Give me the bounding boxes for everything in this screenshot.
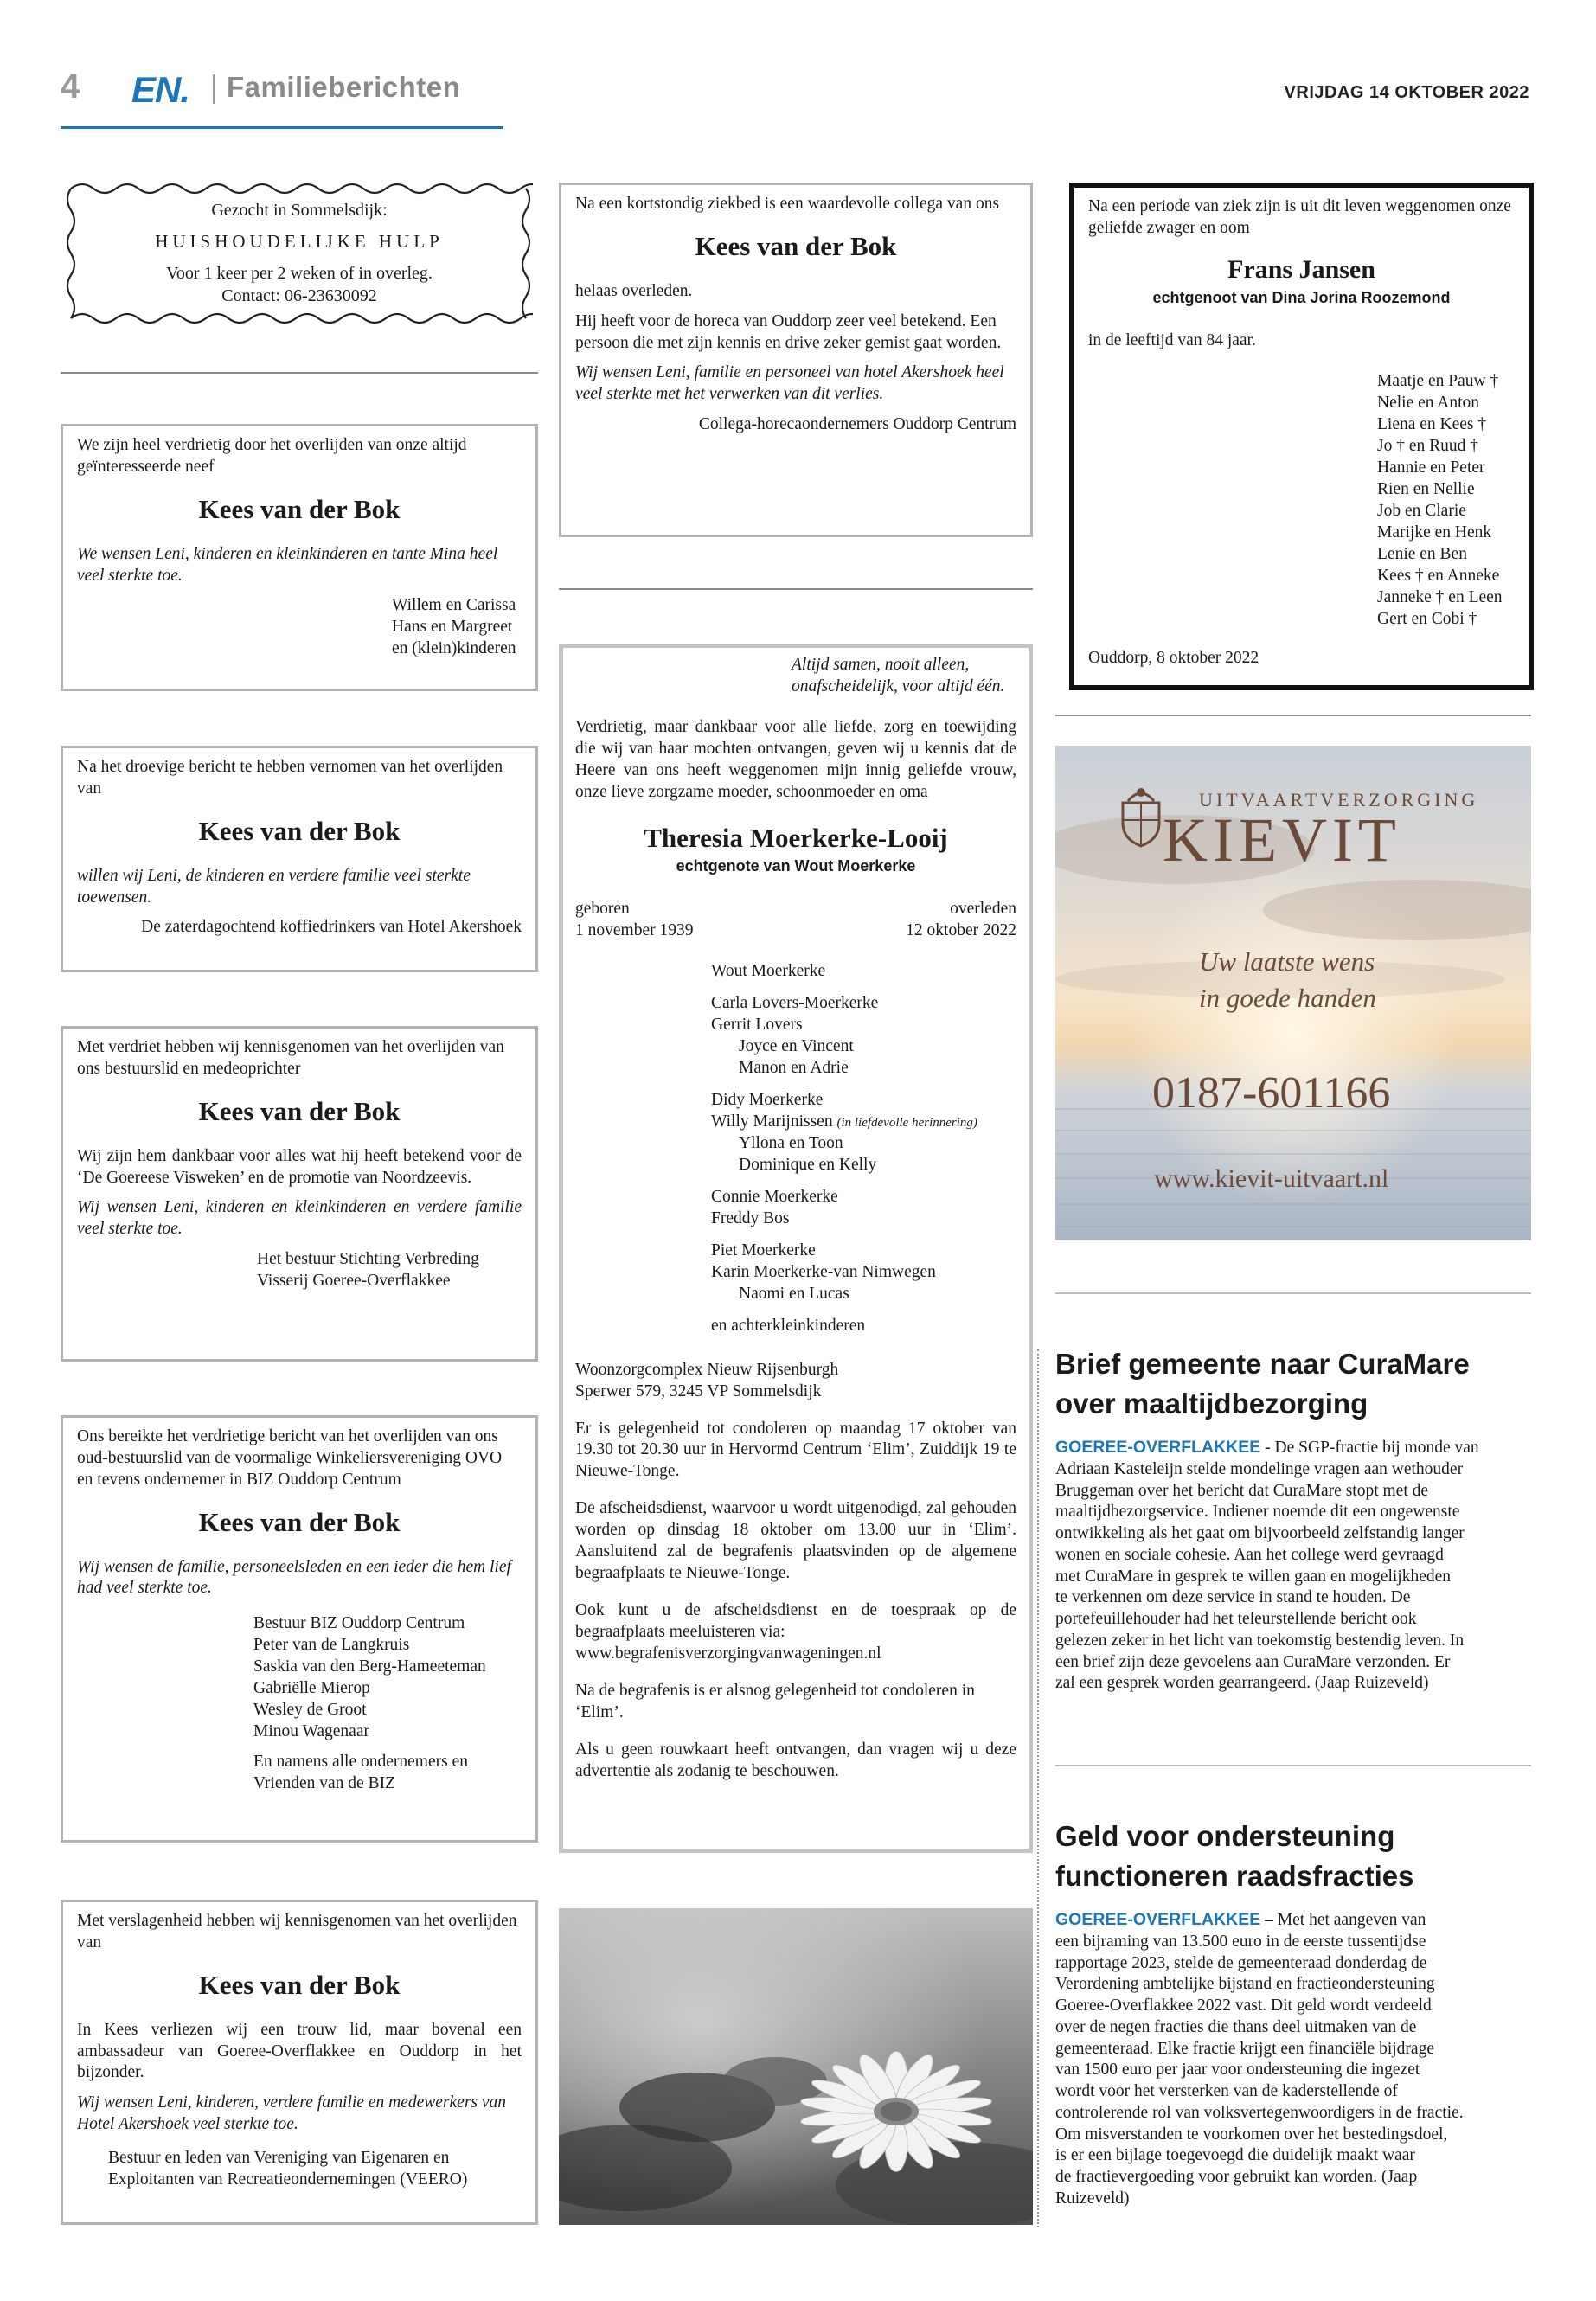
family-member: Didy Moerkerke (711, 1091, 824, 1110)
obituary-notice-3 (61, 1026, 538, 1362)
daisy-photo (559, 1908, 1033, 2225)
notice-body: Wij zijn hem dankbaar voor alles wat hij heeft betekend voor de ‘De Goereese Visweken’ en de promotie van Noordzeevis. (77, 1146, 522, 1187)
spouse-line: echtgenoot van Dina Jorina Roozemond (1152, 289, 1451, 307)
dotted-column-rule (1037, 1349, 1039, 2227)
born-block (575, 899, 693, 942)
death-notice-frans-jansen (1069, 183, 1534, 690)
obituary-notice-4 (61, 1415, 538, 1843)
family-member: Connie Moerkerke (711, 1187, 838, 1206)
kievit-slogan-2: in goede handen (1199, 983, 1376, 1013)
family-member: Freddy Bos (711, 1208, 790, 1227)
died-date: 12 oktober 2022 (906, 921, 1016, 940)
article-line: ontwikkeling als het gaat om bijvoorbeeld zelfstandig langer (1055, 1524, 1465, 1543)
article-curamare (1055, 1344, 1540, 1695)
article-line: portefeuillehouder had het teleurstellende bericht ook (1055, 1610, 1417, 1629)
condolence-info: Er is gelegenheid tot condoleren op maandag 17 oktober van 19.30 tot 20.30 uur in Hervormd Centrum ‘Elim’, Zuiddijk 19 te Nieuwe-Tonge. (575, 1419, 1016, 1481)
column-divider (559, 588, 1033, 590)
column-divider (61, 372, 538, 374)
notice-line: helaas overleden. (575, 281, 693, 300)
kievit-brand-top: UITVAARTVERZORGING (1199, 789, 1479, 811)
article-line: een bijraming van 13.500 euro in de eerste tussentijdse (1055, 1932, 1426, 1951)
family-member: Joyce en Vincent (739, 1037, 854, 1056)
signature-line: Wesley de Groot (253, 1701, 367, 1720)
article-line: Verordening ambtelijke bijstand en fractieondersteuning (1055, 1975, 1435, 1994)
family-member: Karin Moerkerke-van Nimwegen (711, 1262, 936, 1281)
kievit-phone[interactable]: 0187-601166 (1152, 1068, 1391, 1118)
article-line: Goeree-Overflakkee 2022 vast. Dit geld wordt verdeeld (1055, 1997, 1432, 2016)
signature-line: Bestuur en leden van Vereniging van Eigenaren en (108, 2149, 450, 2168)
notice-body: Hij heeft voor de horeca van Ouddorp zeer veel betekend. Een persoon die met zijn kennis en drive zeker gemist gaat worden. (575, 311, 1002, 352)
obituary-notice-5 (61, 1900, 538, 2225)
notice-wish: Wij wensen de familie, personeelsleden en een ieder die hem lief had veel sterkte toe. (77, 1557, 511, 1598)
family-member: Naomi en Lucas (739, 1284, 849, 1303)
signature-line: Willem en Carissa (392, 596, 516, 615)
signature-line: Het bestuur Stichting Verbreding (257, 1250, 479, 1269)
family-member: Liena en Kees † (1377, 415, 1487, 434)
notice-signature (253, 1613, 522, 1795)
address-line: Woonzorgcomplex Nieuw Rijsenburgh (575, 1360, 839, 1379)
notice-wish: Wij wensen Leni, familie en personeel van hotel Akershoek heel veel sterkte met het verwerken van dit verlies. (575, 363, 1004, 404)
family-member: Lenie en Ben (1377, 544, 1467, 563)
notice-intro: Na een kortstondig ziekbed is een waardevolle collega van ons (575, 195, 1000, 213)
family-list (711, 961, 1016, 1336)
family-member: Gert en Cobi † (1377, 609, 1477, 628)
family-member: en achterkleinkinderen (711, 1316, 866, 1335)
signature-line: Hans en Margreet (392, 618, 513, 637)
born-label: geboren (575, 900, 630, 919)
signature-line: Vrienden van de BIZ (253, 1774, 395, 1793)
family-member: Nelie en Anton (1377, 394, 1480, 413)
notice-signature (108, 2148, 522, 2191)
article-text: – Met het aangeven van (1260, 1911, 1426, 1930)
headline-line: Brief gemeente naar CuraMare (1055, 1348, 1470, 1380)
article-line: van 1500 euro per jaar voor ondersteuning die ingezet (1055, 2061, 1420, 2080)
service-info: De afscheidsdienst, waarvoor u wordt uitgenodigd, zal gehouden worden op dinsdag 18 oktober om 13.00 uur in ‘Elim’. Aansluitend zal de begrafenis plaatsvinden op de algemene begraafplaats te Nieuwe-Tonge. (575, 1499, 1016, 1583)
article-line: Adriaan Kasteleijn stelde mondelinge vragen aan wethouder (1055, 1459, 1464, 1478)
deceased-name: Theresia Moerkerke-Looij (644, 822, 948, 853)
column-divider (1055, 715, 1531, 716)
notice-signature (392, 595, 522, 660)
headline-line: functioneren raadsfracties (1055, 1859, 1414, 1892)
signature-line: Peter van de Langkruis (253, 1636, 410, 1655)
family-member: Wout Moerkerke (711, 962, 826, 981)
page-number: 4 (61, 67, 80, 106)
article-line: over de negen fracties die thans deel uitmaken van de (1055, 2017, 1417, 2036)
article-raadsfracties (1055, 1817, 1540, 2210)
ad-line-frequency: Voor 1 keer per 2 weken of in overleg. (166, 264, 433, 284)
notice-wish: Wij wensen Leni, kinderen, verdere familie en medewerkers van Hotel Akershoek veel sterkte toe. (77, 2093, 507, 2134)
article-line: Bruggeman over het bericht dat CuraMare stopt met de (1055, 1481, 1429, 1500)
family-member: Yllona en Toon (739, 1134, 843, 1152)
notice-wish: Wij wensen Leni, kinderen en kleinkinderen en verdere familie veel sterkte toe. (77, 1198, 522, 1239)
signature-line: Gabriëlle Mierop (253, 1679, 370, 1698)
article-line: een brief zijn deze gevoelens aan CuraMare verzonden. Er (1055, 1652, 1451, 1671)
listen-info: Ook kunt u de afscheidsdienst en de toespraak op de begraafplaats meeluisteren via: (575, 1601, 1016, 1642)
notice-intro: Verdrietig, maar dankbaar voor alle liefde, zorg en toewijding die wij van haar mochten ontvangen, geven wij u kennis dat de Heere van ons heeft weggenomen mijn innig geliefde vrouw, onze lieve zorgzame moeder, schoonmoeder en oma (575, 717, 1016, 801)
article-line: rapportage 2023, stelde de gemeenteraad donderdag de (1055, 1953, 1427, 1972)
family-member: Kees † en Anneke (1377, 566, 1500, 585)
family-member: Dominique en Kelly (739, 1155, 877, 1174)
signature-line: Visserij Goeree-Overflakkee (257, 1272, 451, 1291)
article-line: wordt voor het versterken van de kaderstellende of (1055, 2082, 1398, 2101)
family-member: Piet Moerkerke (711, 1240, 816, 1259)
notice-intro: Na het droevige bericht te hebben vernomen van het overlijden van (77, 758, 503, 798)
obituary-notice-2 (61, 746, 538, 972)
deceased-name: Kees van der Bok (198, 1506, 401, 1537)
article-line: wonen en sociale cohesie. Aan het college werd gevraagd (1055, 1545, 1444, 1564)
family-member: Hannie en Peter (1377, 458, 1485, 478)
family-member: Rien en Nellie (1377, 480, 1475, 499)
deceased-name: Kees van der Bok (198, 1969, 401, 2000)
article-headline[interactable] (1055, 1817, 1540, 1895)
article-line: is er een bijlage toegevoegd die duidelijk maakt waar (1055, 2146, 1415, 2165)
family-member: Gerrit Lovers (711, 1016, 803, 1035)
article-headline[interactable] (1055, 1344, 1540, 1423)
article-line: Om misverstanden te voorkomen over het bestedingsdoel, (1055, 2125, 1448, 2144)
after-funeral-info: Na de begrafenis is er alsnog gelegenheid tot condoleren in ‘Elim’. (575, 1682, 975, 1722)
ad-line-location: Gezocht in Sommelsdijk: (211, 201, 388, 220)
kievit-funeral-ad[interactable] (1055, 746, 1531, 1240)
age-line: in de leeftijd van 84 jaar. (1088, 331, 1256, 350)
article-line: Ruizeveld) (1055, 2189, 1130, 2208)
section-title: Familieberichten (227, 71, 461, 103)
mourning-card-info: Als u geen rouwkaart heeft ontvangen, dan vragen wij u deze advertentie als zodanig te beschouwen. (575, 1740, 1016, 1780)
livestream-url[interactable]: www.begrafenisverzorgingvanwageningen.nl (575, 1644, 881, 1663)
death-notice-theresia (559, 644, 1033, 1853)
newspaper-logo[interactable]: EN. (131, 69, 190, 110)
signature-line: Exploitanten van Recreatieondernemingen (VEERO) (108, 2170, 468, 2189)
life-dates (575, 899, 1016, 942)
notice-motto (792, 655, 1016, 698)
article-line: gemeenteraad. Elke fractie krijgt een financiële bijdrage (1055, 2039, 1434, 2058)
notice-intro: We zijn heel verdrietig door het overlijden van onze altijd geïnteresseerde neef (77, 436, 467, 476)
obituary-notice-1 (61, 424, 538, 691)
kievit-brand: KIEVIT (1163, 805, 1401, 875)
article-line: zal een gesprek worden gearrangeerd. (Jaap Ruizeveld) (1055, 1674, 1429, 1693)
family-member: Manon en Adrie (739, 1059, 849, 1078)
signature-line: en (klein)kinderen (392, 639, 516, 658)
notice-body: In Kees verliezen wij een trouw lid, maar bovenal een ambassadeur van Goeree-Overflakkee en Ouddorp in het bijzonder. (77, 2020, 522, 2082)
header-separator (213, 74, 215, 104)
notice-intro: Met verdriet hebben wij kennisgenomen van het overlijden van ons bestuurslid en medeoprichter (77, 1038, 504, 1078)
family-member-name: Willy Marijnissen (711, 1112, 833, 1131)
kievit-slogan-1: Uw laatste wens (1199, 946, 1375, 977)
family-member: Marijke en Henk (1377, 522, 1492, 542)
address-line: Sperwer 579, 3245 VP Sommelsdijk (575, 1381, 822, 1400)
signature-line: Bestuur BIZ Ouddorp Centrum (253, 1614, 465, 1633)
notice-intro: Ons bereikte het verdrietige bericht van het overlijden van ons oud-bestuurslid van de voormalige Winkeliersvereniging OVO en tevens ondernemer in BIZ Ouddorp Centrum (77, 1427, 503, 1489)
notice-signature: Collega-horecaondernemers Ouddorp Centrum (698, 415, 1016, 434)
classified-ad-household-help (66, 180, 533, 327)
article-text: - De SGP-fractie bij monde van (1260, 1439, 1479, 1458)
family-member: Carla Lovers-Moerkerke (711, 994, 879, 1013)
article-line (1055, 1909, 1540, 1932)
article-kicker: GOEREE-OVERFLAKKEE (1055, 1910, 1261, 1930)
family-member (711, 1112, 1016, 1133)
daisy-image (559, 1908, 1033, 2225)
notice-signature: De zaterdagochtend koffiedrinkers van Hotel Akershoek (141, 918, 522, 937)
article-line: met CuraMare in gesprek te willen gaan en mogelijkheden (1055, 1567, 1452, 1586)
motto-line: Altijd samen, nooit alleen, (792, 656, 970, 674)
obituary-notice-colleagues (559, 183, 1033, 537)
column-divider (1055, 1292, 1531, 1294)
motto-line: onafscheidelijk, voor altijd één. (792, 676, 1005, 695)
memory-note: (in liefdevolle herinnering) (836, 1116, 977, 1131)
issue-date: VRIJDAG 14 OKTOBER 2022 (1284, 83, 1529, 102)
deceased-name: Kees van der Bok (198, 1095, 401, 1126)
article-line: maaltijdbezorgservice. Indiener noemde dit een ongewenste (1055, 1503, 1460, 1522)
article-line (1055, 1437, 1540, 1459)
spouse-line: echtgenote van Wout Moerkerke (676, 857, 916, 875)
signature-line: En namens alle ondernemers en (253, 1753, 468, 1772)
article-line: controlerende rol van volksvertegenwoordigers in de fractie. (1055, 2103, 1464, 2122)
header-rule (61, 126, 503, 129)
address-block (575, 1360, 1016, 1403)
died-label: overleden (950, 900, 1016, 919)
headline-line: over maaltijdbezorging (1055, 1387, 1368, 1420)
article-line: te verkennen om deze service in stand te houden. De (1055, 1588, 1411, 1607)
born-date: 1 november 1939 (575, 921, 694, 940)
coat-of-arms-icon (1116, 785, 1166, 849)
family-list (1377, 371, 1515, 630)
ad-line-contact: Contact: 06-23630092 (221, 286, 377, 306)
ad-line-title: HUISHOUDELIJKE HULP (155, 231, 444, 252)
family-member: Janneke † en Leen (1377, 587, 1503, 606)
deceased-name: Frans Jansen (1227, 254, 1375, 284)
signature-line: Saskia van den Berg-Hameeteman (253, 1657, 486, 1676)
notice-wish: willen wij Leni, de kinderen en verdere familie veel sterkte toewensen. (77, 866, 471, 907)
deceased-name: Kees van der Bok (198, 493, 401, 524)
notice-intro: Na een periode van ziek zijn is uit dit leven weggenomen onze geliefde zwager en oom (1088, 197, 1511, 237)
notice-wish: We wensen Leni, kinderen en kleinkinderen en tante Mina heel veel sterkte toe. (77, 544, 498, 585)
headline-line: Geld voor ondersteuning (1055, 1820, 1395, 1852)
deceased-name: Kees van der Bok (198, 815, 401, 846)
notice-signature (257, 1249, 522, 1292)
deceased-name: Kees van der Bok (695, 230, 897, 261)
died-block (906, 899, 1016, 942)
article-kicker: GOEREE-OVERFLAKKEE (1055, 1438, 1261, 1458)
kievit-url[interactable]: www.kievit-uitvaart.nl (1154, 1164, 1389, 1193)
family-member: Job en Clarie (1377, 502, 1466, 520)
signature-line: Minou Wagenaar (253, 1722, 369, 1741)
notice-intro: Met verslagenheid hebben wij kennisgenomen van het overlijden van (77, 1912, 517, 1952)
article-body (1055, 1437, 1540, 1695)
article-line: gelezen zeker in het licht van toekomstig bestendig leven. In (1055, 1631, 1465, 1650)
family-member: Maatje en Pauw † (1377, 372, 1499, 391)
article-body (1055, 1909, 1540, 2210)
place-date: Ouddorp, 8 oktober 2022 (1088, 648, 1259, 667)
article-line: de fractievergoeding voor gebruikt kan worden. (Jaap (1055, 2168, 1418, 2187)
family-member: Jo † en Ruud † (1377, 437, 1478, 456)
column-divider (1055, 1765, 1531, 1766)
